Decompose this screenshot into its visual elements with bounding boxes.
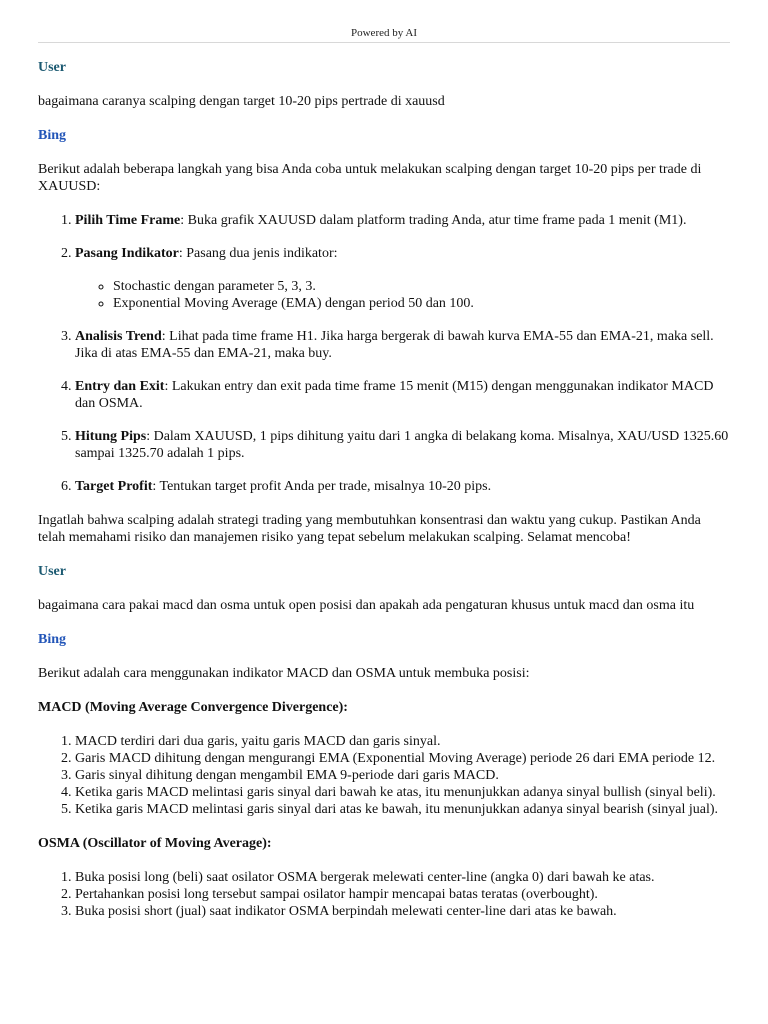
step-title: Target Profit: [75, 479, 153, 494]
bing-intro: Berikut adalah cara menggunakan indikator MACD dan OSMA untuk membuka posisi:: [38, 666, 530, 681]
user-message: bagaimana cara pakai macd dan osma untuk open posisi dan apakah ada pengaturan khusus untuk macd dan osma itu: [38, 598, 695, 613]
step-text: : Pasang dua jenis indikator:: [178, 246, 338, 261]
list-item: 1. MACD terdiri dari dua garis, yaitu garis MACD dan garis sinyal.: [75, 733, 730, 750]
list-item: [75, 478, 730, 495]
step-text: : Buka grafik XAUUSD dalam platform trading Anda, atur time frame pada 1 menit (M1).: [180, 213, 687, 228]
list-item: 5. Ketika garis MACD melintasi garis sinyal dari atas ke bawah, itu menunjukkan adanya sinyal bearish (sinyal jual).: [75, 801, 730, 818]
list-item: [75, 328, 730, 362]
speaker-user-label: User: [38, 60, 66, 75]
bing-closing: Ingatlah bahwa scalping adalah strategi trading yang membutuhkan konsentrasi dan waktu yang cukup. Pastikan Anda telah memahami risiko dan manajemen risiko yang tepat sebelum melakukan scalping. Selamat mencoba!: [38, 513, 701, 545]
bing-intro: Berikut adalah beberapa langkah yang bisa Anda coba untuk melakukan scalping dengan target 10-20 pips per trade di XAUUSD:: [38, 162, 702, 194]
powered-by-label: Powered by AI: [351, 27, 417, 39]
list-item: ◦ Stochastic dengan parameter 5, 3, 3.: [113, 278, 730, 295]
list-item: 3. Buka posisi short (jual) saat indikator OSMA berpindah melewati center-line dari atas ke bawah.: [75, 903, 730, 920]
list-item: [75, 428, 730, 462]
osma-heading: OSMA (Oscillator of Moving Average):: [38, 836, 272, 851]
step-text: : Lihat pada time frame H1. Jika harga bergerak di bawah kurva EMA-55 dan EMA-21, maka sell. Jika di atas EMA-55 dan EMA-21, maka buy.: [75, 329, 714, 361]
user-message: bagaimana caranya scalping dengan target 10-20 pips pertrade di xauusd: [38, 94, 445, 109]
step-title: Hitung Pips: [75, 429, 147, 444]
step-text: : Lakukan entry dan exit pada time frame 15 menit (M15) dengan menggunakan indikator MACD dan OSMA.: [75, 379, 714, 411]
list-item: 2. Pertahankan posisi long tersebut sampai osilator hampir mencapai batas teratas (overbought).: [75, 886, 730, 903]
list-item: [75, 378, 730, 412]
step-title: Analisis Trend: [75, 329, 162, 344]
list-item: 4. Ketika garis MACD melintasi garis sinyal dari bawah ke atas, itu menunjukkan adanya sinyal bullish (sinyal beli).: [75, 784, 730, 801]
list-item: 3. Garis sinyal dihitung dengan mengambil EMA 9-periode dari garis MACD.: [75, 767, 730, 784]
speaker-bing-label: Bing: [38, 632, 67, 647]
step-text: : Dalam XAUUSD, 1 pips dihitung yaitu dari 1 angka di belakang koma. Misalnya, XAU/USD 1325.60 sampai 1325.70 adalah 1 pips.: [75, 429, 729, 461]
step-title: Pilih Time Frame: [75, 213, 181, 228]
indicator-sublist: [75, 278, 730, 312]
list-item: [75, 212, 730, 229]
speaker-bing-label: Bing: [38, 128, 67, 143]
step-title: Entry dan Exit: [75, 379, 165, 394]
list-item: 2. Garis MACD dihitung dengan mengurangi EMA (Exponential Moving Average) periode 26 dari EMA periode 12.: [75, 750, 730, 767]
chat-transcript: [38, 59, 730, 937]
list-item: ◦ Exponential Moving Average (EMA) dengan period 50 dan 100.: [113, 295, 730, 312]
scalping-steps-list: [38, 212, 730, 495]
macd-list: [38, 733, 730, 818]
list-item: [75, 245, 730, 312]
step-title: Pasang Indikator: [75, 246, 179, 261]
speaker-user-label: User: [38, 564, 66, 579]
macd-heading: MACD (Moving Average Convergence Divergence):: [38, 700, 348, 715]
step-text: : Tentukan target profit Anda per trade, misalnya 10-20 pips.: [152, 479, 492, 494]
header-divider: [38, 42, 730, 43]
list-item: 1. Buka posisi long (beli) saat osilator OSMA bergerak melewati center-line (angka 0) dari bawah ke atas.: [75, 869, 730, 886]
osma-list: [38, 869, 730, 920]
